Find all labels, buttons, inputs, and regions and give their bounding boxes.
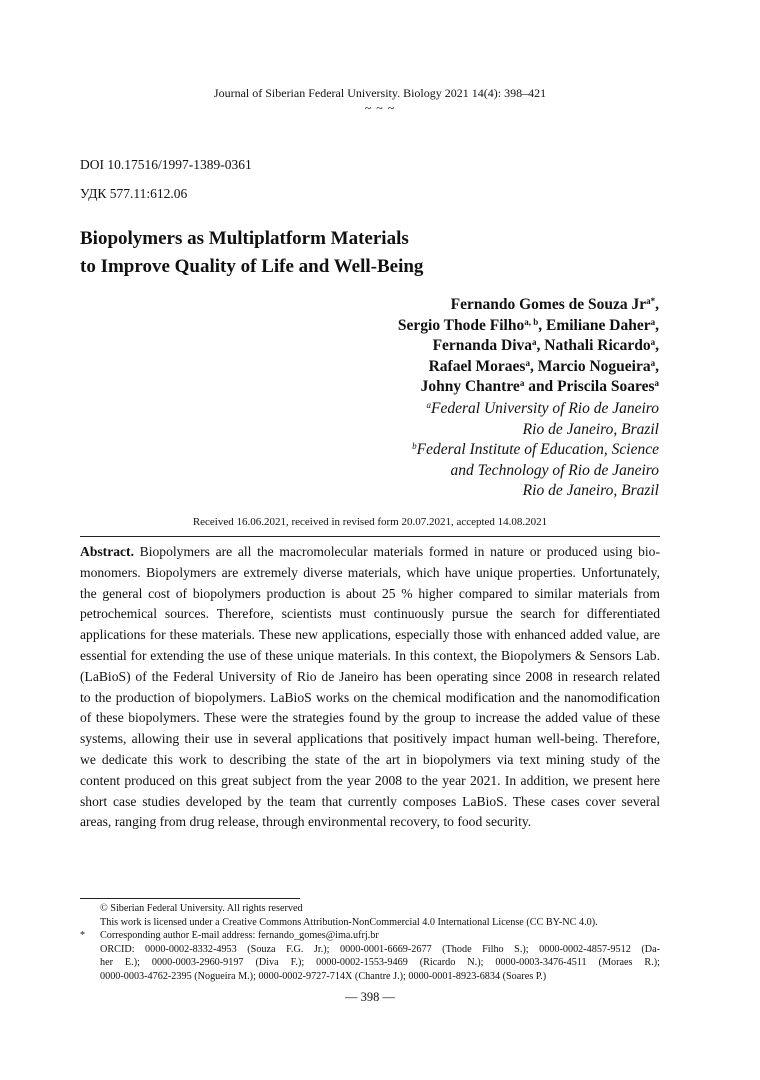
- abstract-line: applications for these materials. These new applications, especially those with enhanced added value, are: [80, 627, 660, 643]
- abstract-line: we dedicate this work to describing the state of the art in biopolymers via text mining study of the: [80, 751, 660, 767]
- abstract-text: Biopolymers are all the macromolecular materials formed in nature or produced using bio-: [139, 544, 660, 559]
- author-line: Fernanda Diva$^a$, Nathali Ricardo$^a$,: [432, 337, 659, 354]
- abstract-line: systems, allowing their use in several applications that positively impact human well-being. Therefore,: [80, 731, 660, 747]
- corresponding-note: [80, 929, 660, 943]
- footnotes: [80, 902, 660, 984]
- abstract-line: short case studies developed by the team that currently composes LaBioS. These cases cover several: [80, 793, 660, 809]
- author-line: Rafael Moraes$^a$, Marcio Nogueira$^a$,: [428, 357, 659, 375]
- affiliation-a-name: Federal University of Rio de Janeiro: [431, 400, 659, 417]
- journal-header: Journal of Siberian Federal University. Biology 2021 14(4): 398–421: [213, 86, 547, 100]
- copyright-note: [80, 902, 660, 916]
- author-affil-mark: a: [654, 378, 659, 388]
- orcid-note: [80, 943, 660, 984]
- abstract-line: monomers. Biopolymers are extremely diverse materials, which have unique properties. Unfortunately,: [80, 564, 660, 580]
- abstract-line: petrochemical sources. Therefore, scientists must continuously pursue the search for differentiated: [80, 606, 660, 622]
- affiliation-b-city: Rio de Janeiro, Brazil: [522, 482, 659, 499]
- affiliation-b-name: Federal Institute of Education, Science: [416, 441, 659, 458]
- orcid-line: 0000-0003-4762-2395 (Nogueira M.); 0000-0002-9727-714X (Chantre J.); 0000-0001-8923-6834 (Soares P.): [100, 970, 547, 982]
- title-line-2: to Improve Quality of Life and Well-Being: [80, 256, 424, 277]
- divider: [80, 536, 660, 537]
- author-affil-mark: a*: [646, 296, 656, 306]
- abstract-line: (LaBioS) of the Federal University of Rio de Janeiro has been operating since 2008 in research related: [80, 668, 660, 684]
- author-name: Marcio Nogueira: [537, 357, 651, 375]
- affiliations: [412, 399, 659, 502]
- abstract-line: [80, 542, 660, 563]
- author-affil-mark: a: [525, 357, 530, 368]
- received-dates: Received 16.06.2021, received in revised form 20.07.2021, accepted 14.08.2021: [192, 516, 548, 528]
- author-affil-mark: a: [650, 337, 656, 347]
- author-affil-mark: a: [650, 316, 656, 327]
- author-affil-mark: a, b: [524, 316, 539, 327]
- author-name: Fernando Gomes de Souza Jr: [450, 296, 647, 313]
- abstract-line: to the production of biopolymers. LaBioS works on the chemical modification and the nanomodification: [80, 689, 660, 705]
- affiliation-a-line: [412, 399, 659, 420]
- author-name: Nathali Ricardo: [544, 337, 651, 354]
- license-text: This work is licensed under a Creative Commons Attribution-NonCommercial 4.0 International License (CC BY-NC 4.0).: [100, 916, 598, 928]
- author-name: Rafael Moraes: [428, 357, 526, 375]
- article-title: [80, 225, 423, 281]
- footnote-divider: [80, 898, 300, 899]
- author-affil-mark: a: [532, 337, 537, 347]
- author-line: Fernando Gomes de Souza $Jr^{a*}$,: [450, 296, 659, 313]
- abstract-line: the general cost of biopolymers production is about 25 % higher compared to similar materials from: [80, 585, 660, 601]
- affiliation-b-line: [412, 440, 659, 461]
- abstract-line: of these biopolymers. These were the strategies found by the group to increase the added value of these: [80, 710, 660, 726]
- asterisk-mark: *: [80, 930, 86, 942]
- author-name: Emiliane Daher: [546, 316, 651, 334]
- affiliation-mark: b: [412, 441, 417, 451]
- author-list: [398, 295, 659, 398]
- affiliation-mark: a: [426, 400, 431, 410]
- orcid-line: ORCID: 0000-0002-8332-4953 (Souza F.G. Jr.); 0000-0001-6669-2677 (Thode Filho S.); 0000-0002-4857-9512 (Da-: [100, 943, 660, 955]
- affiliation-b-line-2: and Technology of Rio de Janeiro: [450, 461, 659, 479]
- page-number: — 398 —: [345, 990, 395, 1004]
- doi: DOI 10.17516/1997-1389-0361: [80, 157, 252, 172]
- abstract: [80, 542, 660, 833]
- author-name: Priscila Soares: [557, 378, 655, 395]
- authors-and: and: [528, 378, 554, 395]
- abstract-line: areas, ranging from drug release, through environmental recovery, to food security.: [80, 814, 532, 830]
- affiliation-a-city: Rio de Janeiro, Brazil: [522, 420, 659, 438]
- author-affil-mark: a: [519, 378, 525, 388]
- author-line: Sergio Thode Filho$^{a, b}$, Emiliane Daher$^a$,: [397, 316, 659, 334]
- abstract-line: content produced on this great subject from the year 2008 to the year 2021. In addition, we present here: [80, 772, 660, 788]
- author-name: Fernanda Diva: [432, 337, 533, 354]
- abstract-line: essential for extending the use of these unique materials. In this context, the Biopolymers & Sensors Lab.: [80, 647, 660, 663]
- author-line: [398, 377, 659, 398]
- title-line-1: Biopolymers as Multiplatform Materials: [80, 228, 409, 249]
- header-ornament: ~ ~ ~: [364, 101, 396, 115]
- abstract-label: Abstract.: [80, 544, 134, 559]
- corresponding-email: Corresponding author E-mail address: fernando_gomes@ima.ufrj.br: [100, 930, 379, 942]
- author-name: Sergio Thode Filho: [397, 316, 525, 334]
- author-affil-mark: a: [650, 357, 656, 368]
- license-note: [80, 916, 660, 930]
- author-name: Johny Chantre: [420, 378, 520, 395]
- copyright-text: © Siberian Federal University. All rights reserved: [100, 903, 303, 914]
- orcid-line: her E.); 0000-0003-2960-9197 (Diva F.); 0000-0002-1553-9469 (Ricardo N.); 0000-0003-3476-4511 (Moraes R.);: [100, 957, 660, 969]
- udk-code: УДК 577.11:612.06: [80, 186, 188, 201]
